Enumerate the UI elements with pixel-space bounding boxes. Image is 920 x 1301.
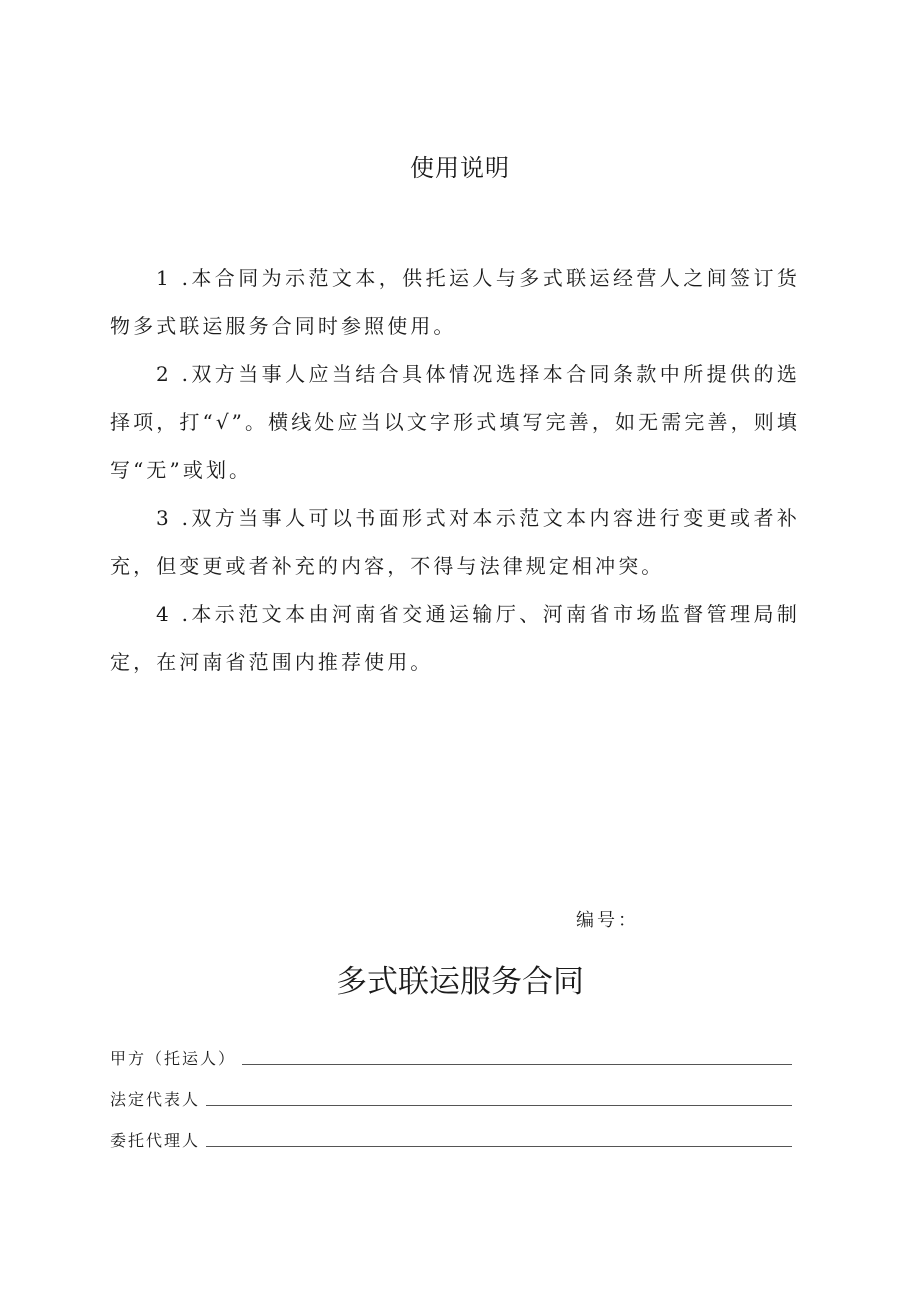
instruction-item-2: 2 .双方当事人应当结合具体情况选择本合同条款中所提供的选择项，打“√”。横线处应当以文字形式填写完善，如无需完善，则填写“无”或划。: [110, 362, 800, 482]
party-line-authorized-agent: [110, 1110, 792, 1151]
legal-representative-fill-line[interactable]: [206, 1105, 792, 1106]
party-lines: [110, 1028, 792, 1151]
instruction-item-1: 1 .本合同为示范文本，供托运人与多式联运经营人之间签订货物多式联运服务合同时参照使用。: [110, 266, 800, 338]
instructions-title: 使用说明: [410, 154, 510, 182]
party-line-party-a: [110, 1028, 792, 1069]
party-line-legal-representative: [110, 1069, 792, 1110]
legal-representative-label: 法定代表人: [110, 1090, 201, 1109]
authorized-agent-label: 委托代理人: [110, 1131, 201, 1150]
contract-title: 多式联运服务合同: [336, 964, 584, 1000]
instructions-list: [110, 254, 800, 686]
instruction-item-4: 4 .本示范文本由河南省交通运输厅、河南省市场监督管理局制定，在河南省范围内推荐使用。: [110, 602, 800, 674]
instruction-item-3: 3 .双方当事人可以书面形式对本示范文本内容进行变更或者补充，但变更或者补充的内容，不得与法律规定相冲突。: [110, 506, 800, 578]
party-a-fill-line[interactable]: [242, 1064, 792, 1065]
contract-number-label: 编号：: [576, 910, 639, 931]
party-a-label: 甲方（托运人）: [110, 1049, 237, 1068]
authorized-agent-fill-line[interactable]: [206, 1146, 792, 1147]
